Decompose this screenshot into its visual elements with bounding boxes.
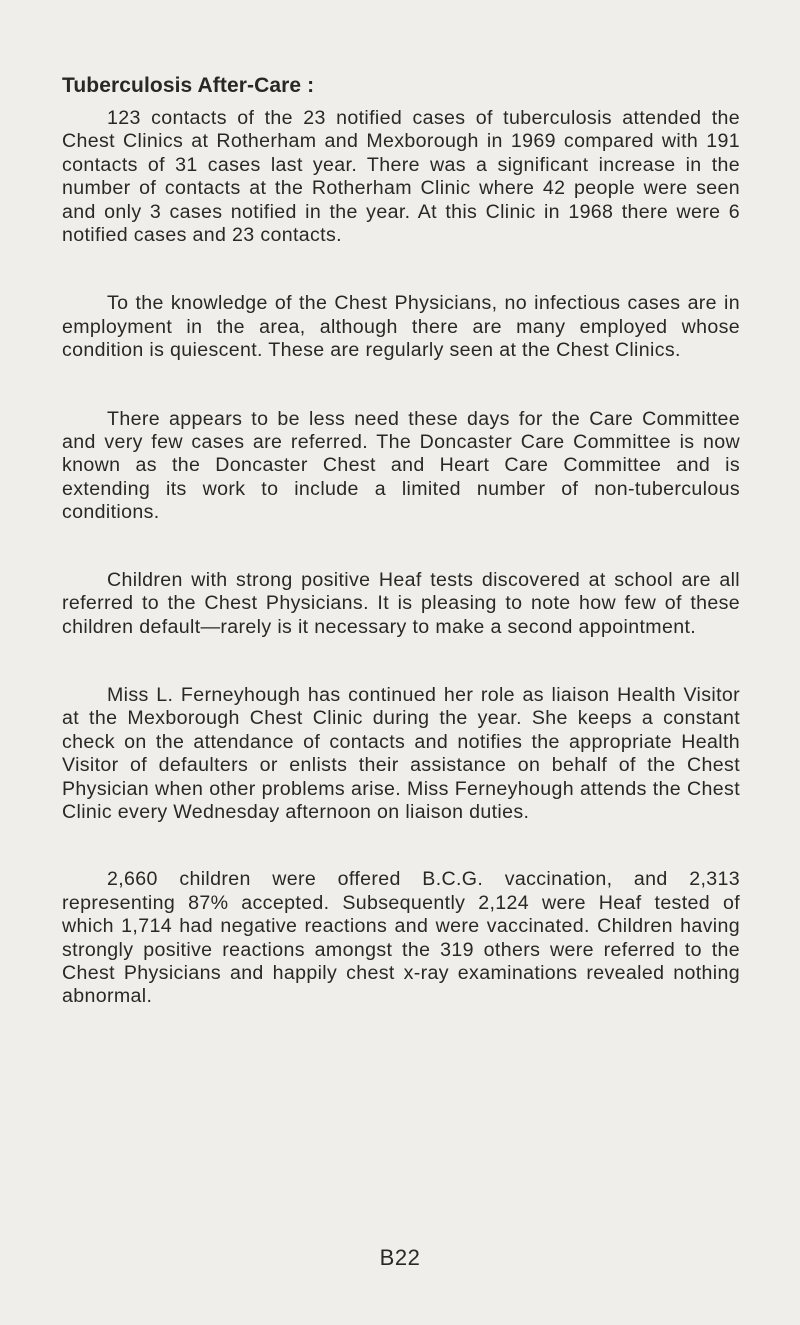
- paragraph-heaf-tests: Children with strong positive Heaf tests discovered at school are all referred to the Chest Physicians. It is pleasing to note how few of these children default—rarely is it necessary to make a second appointment.: [62, 568, 740, 638]
- document-page: [62, 74, 740, 1009]
- paragraph-infectious-cases: To the knowledge of the Chest Physicians, no infectious cases are in employment in the area, although there are many employed whose condition is quiescent. These are regularly seen at the Chest Clinics.: [62, 292, 740, 362]
- paragraph-contacts: 123 contacts of the 23 notified cases of tuberculosis attended the Chest Clinics at Rotherham and Mexborough in 1969 compared with 191 contacts of 31 cases last year. There was a significant increase in the number of contacts at the Rotherham Clinic where 42 people were seen and only 3 cases notified in the year. At this Clinic in 1968 there were 6 notified cases and 23 contacts.: [62, 107, 740, 247]
- section-heading: Tuberculosis After-Care :: [62, 74, 315, 97]
- paragraph-bcg-vaccination: 2,660 children were offered B.C.G. vaccination, and 2,313 representing 87% accepted. Subsequently 2,124 were Heaf tested of which 1,714 had negative reactions and were vaccinated. Children having strongly positive reactions amongst the 319 others were referred to the Chest Physicians and happily chest x-ray examinations revealed nothing abnormal.: [62, 868, 740, 1008]
- paragraph-care-committee: There appears to be less need these days for the Care Committee and very few cases are referred. The Doncaster Care Committee is now known as the Doncaster Chest and Heart Care Committee and is extending its work to include a limited number of non-tuberculous conditions.: [62, 407, 740, 524]
- paragraph-liaison-health-visitor: Miss L. Ferneyhough has continued her role as liaison Health Visitor at the Mexborough Chest Clinic during the year. She keeps a constant check on the attendance of contacts and notifies the appropriate Health Visitor of defaulters or enlists their assistance on behalf of the Chest Physician when other problems arise. Miss Ferneyhough attends the Chest Clinic every Wednesday afternoon on liaison duties.: [62, 683, 740, 823]
- page-number: B22: [379, 1245, 421, 1270]
